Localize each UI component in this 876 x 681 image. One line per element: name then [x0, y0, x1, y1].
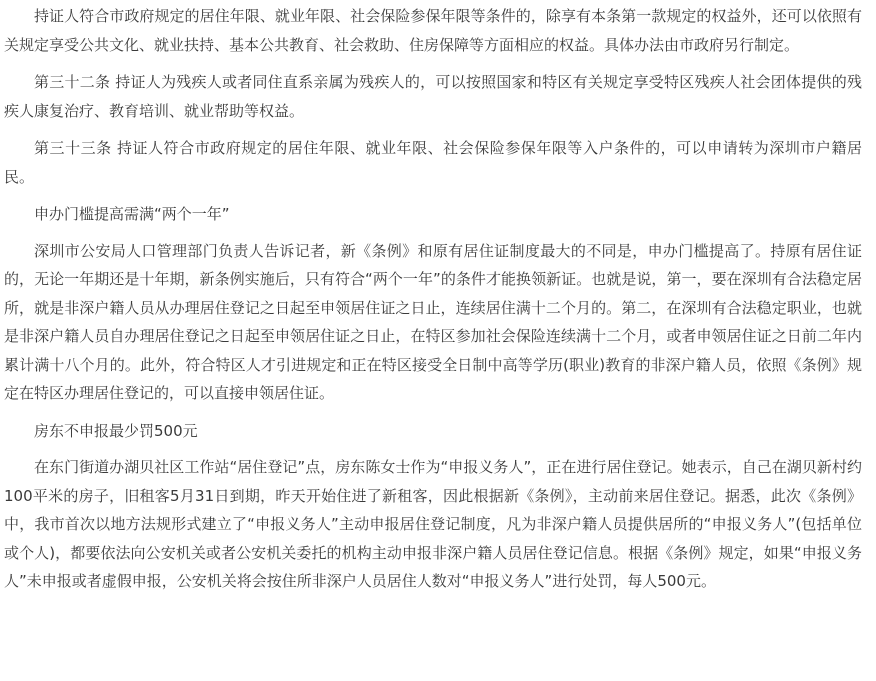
- paragraph-article-33: 第三十三条 持证人符合市政府规定的居住年限、就业年限、社会保险参保年限等入户条件的，可以申请转为深圳市户籍居民。: [4, 139, 862, 186]
- article-body: [4, 2, 862, 605]
- paragraph-article-32: 第三十二条 持证人为残疾人或者同住直系亲属为残疾人的，可以按照国家和特区有关规定享受特区残疾人社会团体提供的残疾人康复治疗、教育培训、就业帮助等权益。: [4, 73, 862, 120]
- paragraph-holder-rights: 持证人符合市政府规定的居住年限、就业年限、社会保险参保年限等条件的，除享有本条第一款规定的权益外，还可以依照有关规定享受公共文化、就业扶持、基本公共教育、社会救助、住房保障等方面相应的权益。具体办法由市政府另行制定。: [4, 7, 862, 54]
- section-heading-threshold: 申办门槛提高需满“两个一年”: [34, 205, 230, 223]
- paragraph-threshold-details: 深圳市公安局人口管理部门负责人告诉记者，新《条例》和原有居住证制度最大的不同是，申办门槛提高了。持原有居住证的，无论一年期还是十年期，新条例实施后，只有符合“两个一年”的条件才能换领新证。也就是说，第一，要在深圳有合法稳定居所，就是非深户籍人员从办理居住登记之日起至申领居住证之日止，连续居住满十二个月的。第二，在深圳有合法稳定职业，也就是非深户籍人员自办理居住登记之日起至申领居住证之日止，在特区参加社会保险连续满十二个月，或者申领居住证之日前二年内累计满十八个月的。此外，符合特区人才引进规定和正在特区接受全日制中高等学历(职业)教育的非深户籍人员，依照《条例》规定在特区办理居住登记的，可以直接申领居住证。: [4, 241, 862, 402]
- section-heading-landlord-fine: 房东不申报最少罚500元: [34, 421, 198, 440]
- paragraph-landlord-details: 在东门街道办湖贝社区工作站“居住登记”点，房东陈女士作为“申报义务人”，正在进行居住登记。她表示，自己在湖贝新村约100平米的房子，旧租客5月31日到期，昨天开始住进了新租客，因此根据新《条例》，主动前来居住登记。据悉，此次《条例》中，我市首次以地方法规形式建立了“申报义务人”主动申报居住登记制度，凡为非深户籍人员提供居所的“申报义务人”(包括单位或个人)，都要依法向公安机关或者公安机关委托的机构主动申报非深户籍人员居住登记信息。根据《条例》规定，如果“申报义务人”未申报或者虚假申报，公安机关将会按住所非深户人员居住人数对“申报义务人”进行处罚，每人500元。: [4, 458, 862, 590]
